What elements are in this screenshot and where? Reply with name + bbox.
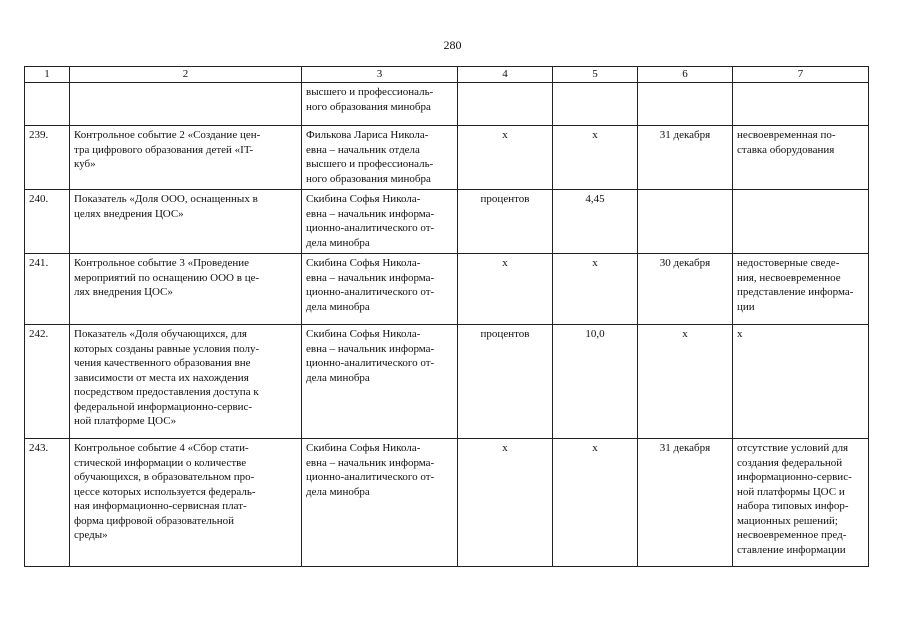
value-cell: х [553,254,638,325]
deadline-cell: 30 декабря [638,254,733,325]
responsible-person-cell: Скибина Софья Никола- евна – начальник информа- ционно-аналитического от- дела минобра [302,190,458,254]
risk-cell: отсутствие условий для создания федеральной информационно-сервис- ной платформы ЦОС и набора типовых инфор- мационных решений; несвоевременное пред- ставление информации [733,439,869,567]
value-cell: х [553,439,638,567]
risk-cell: недостоверные сведе- ния, несвоевременное представление информа- ции [733,254,869,325]
deadline-cell: 31 декабря [638,126,733,190]
deadline-cell [638,190,733,254]
page-number: 280 [443,38,462,52]
table-header-row [25,67,869,83]
event-name-cell: Контрольное событие 3 «Проведение мероприятий по оснащению ООО в це- лях внедрения ЦОС» [70,254,302,325]
row-number-cell: 243. [25,439,70,567]
row-number-cell: 242. [25,325,70,439]
risk-cell [733,83,869,126]
risk-cell: несвоевременная по- ставка оборудования [733,126,869,190]
document-table [24,66,869,567]
value-cell [553,83,638,126]
column-header: 1 [25,67,70,83]
responsible-person-cell: Филькова Лариса Никола- евна – начальник отдела высшего и профессиональ- ного образования минобра [302,126,458,190]
event-name-cell [70,83,302,126]
event-name-cell: Контрольное событие 4 «Сбор стати- стической информации о количестве обучающихся, в образовательном про- цессе которых используется федераль- ная информационно-сервисная плат- форма цифровой образовательной среды» [70,439,302,567]
responsible-person-cell: высшего и профессиональ- ного образования минобра [302,83,458,126]
unit-cell: х [458,439,553,567]
column-header: 5 [553,67,638,83]
deadline-cell [638,83,733,126]
unit-cell: х [458,126,553,190]
column-header: 3 [302,67,458,83]
row-number-cell [25,83,70,126]
column-header: 2 [70,67,302,83]
table-row [25,325,869,439]
deadline-cell: 31 декабря [638,439,733,567]
unit-cell [458,83,553,126]
risk-cell [733,190,869,254]
table-row [25,83,869,126]
column-header: 4 [458,67,553,83]
table-row [25,190,869,254]
table-row [25,254,869,325]
table-row [25,126,869,190]
value-cell: 10,0 [553,325,638,439]
unit-cell: процентов [458,190,553,254]
risk-cell: х [733,325,869,439]
unit-cell: х [458,254,553,325]
responsible-person-cell: Скибина Софья Никола- евна – начальник информа- ционно-аналитического от- дела минобра [302,254,458,325]
deadline-cell: х [638,325,733,439]
column-header: 6 [638,67,733,83]
table-row [25,439,869,567]
row-number-cell: 241. [25,254,70,325]
unit-cell: процентов [458,325,553,439]
value-cell: 4,45 [553,190,638,254]
event-name-cell: Показатель «Доля обучающихся, для которых созданы равные условия полу- чения качественного образования вне зависимости от места их нахождения посредством предоставления доступа к федеральной информационно-сервис- ной платформе ЦОС» [70,325,302,439]
value-cell: х [553,126,638,190]
responsible-person-cell: Скибина Софья Никола- евна – начальник информа- ционно-аналитического от- дела минобра [302,439,458,567]
row-number-cell: 240. [25,190,70,254]
responsible-person-cell: Скибина Софья Никола- евна – начальник информа- ционно-аналитического от- дела минобра [302,325,458,439]
event-name-cell: Показатель «Доля ООО, оснащенных в целях внедрения ЦОС» [70,190,302,254]
row-number-cell: 239. [25,126,70,190]
event-name-cell: Контрольное событие 2 «Создание цен- тра цифрового образования детей «IT- куб» [70,126,302,190]
column-header: 7 [733,67,869,83]
